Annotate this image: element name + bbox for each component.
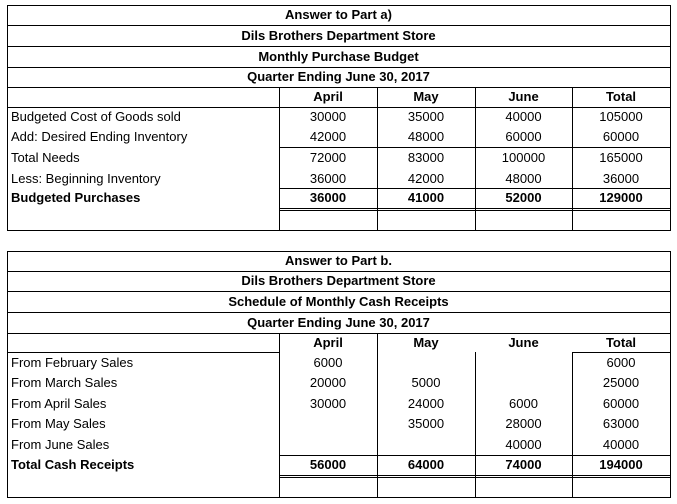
cell-value: 60000 — [602, 129, 640, 144]
purchase-budget-table — [7, 5, 670, 231]
row-label: From June Sales — [11, 437, 110, 452]
cell-value-total: 56000 — [309, 457, 347, 472]
cell-value: 24000 — [407, 396, 445, 411]
cell-value: 60000 — [602, 396, 640, 411]
border — [670, 251, 671, 498]
cell-value-total: 129000 — [599, 190, 643, 205]
cell-value-total: 74000 — [505, 457, 542, 472]
cell-value: 165000 — [599, 150, 643, 165]
period-title: Quarter Ending June 30, 2017 — [247, 315, 430, 330]
period-title: Quarter Ending June 30, 2017 — [247, 69, 430, 84]
column-header-april: April — [313, 89, 343, 104]
row-label: From May Sales — [11, 416, 106, 431]
cell-value: 72000 — [309, 150, 347, 165]
column-header-may: May — [413, 335, 439, 350]
row-label: From March Sales — [11, 375, 118, 390]
cell-value-total: 194000 — [599, 457, 643, 472]
row-label-total: Total Cash Receipts — [11, 457, 135, 472]
column-header-total: Total — [605, 335, 637, 350]
answer-title: Answer to Part b. — [285, 253, 392, 268]
cell-value: 35000 — [407, 109, 445, 124]
cell-value: 105000 — [599, 109, 643, 124]
cell-value: 35000 — [407, 416, 445, 431]
company-name: Dils Brothers Department Store — [241, 28, 436, 43]
cell-value: 30000 — [309, 396, 347, 411]
company-name: Dils Brothers Department Store — [241, 273, 436, 288]
cell-value: 48000 — [407, 129, 445, 144]
column-header-june: June — [508, 335, 539, 350]
double-underline — [279, 475, 671, 476]
cell-value: 30000 — [309, 109, 347, 124]
row-label: Less: Beginning Inventory — [11, 171, 161, 186]
row-label: From April Sales — [11, 396, 107, 411]
cash-receipts-table — [7, 251, 670, 498]
border — [670, 5, 671, 231]
double-underline — [279, 210, 671, 211]
cell-value-total: 41000 — [407, 190, 445, 205]
report-title: Schedule of Monthly Cash Receipts — [228, 294, 449, 309]
cell-value-total: 52000 — [505, 190, 542, 205]
cell-value: 42000 — [309, 129, 347, 144]
row-label: Total Needs — [11, 150, 80, 165]
row-label-total: Budgeted Purchases — [11, 190, 141, 205]
cell-value: 20000 — [309, 375, 347, 390]
cell-value: 5000 — [411, 375, 441, 390]
cell-value: 63000 — [602, 416, 640, 431]
cell-value: 40000 — [505, 437, 542, 452]
cell-value: 36000 — [309, 171, 347, 186]
cell-value: 28000 — [505, 416, 542, 431]
row-label: From February Sales — [11, 355, 134, 370]
column-header-april: April — [313, 335, 343, 350]
cell-value: 83000 — [407, 150, 445, 165]
cell-value-total: 64000 — [407, 457, 445, 472]
column-header-june: June — [508, 89, 539, 104]
double-underline — [279, 477, 671, 478]
cell-value: 40000 — [602, 437, 640, 452]
cell-value: 6000 — [509, 396, 538, 411]
cell-value: 6000 — [313, 355, 343, 370]
cell-value: 60000 — [505, 129, 542, 144]
cell-value: 42000 — [407, 171, 445, 186]
double-underline — [279, 208, 671, 209]
answer-title: Answer to Part a) — [285, 7, 392, 22]
row-label: Budgeted Cost of Goods sold — [11, 109, 181, 124]
cell-value: 100000 — [501, 150, 546, 165]
cell-value: 36000 — [602, 171, 640, 186]
report-title: Monthly Purchase Budget — [258, 49, 419, 64]
cell-value: 6000 — [606, 355, 636, 370]
column-header-total: Total — [605, 89, 637, 104]
column-header-may: May — [413, 89, 439, 104]
cell-value-total: 36000 — [309, 190, 347, 205]
cell-value: 48000 — [505, 171, 542, 186]
cell-value: 25000 — [602, 375, 640, 390]
cell-value: 40000 — [505, 109, 542, 124]
row-label: Add: Desired Ending Inventory — [11, 129, 188, 144]
